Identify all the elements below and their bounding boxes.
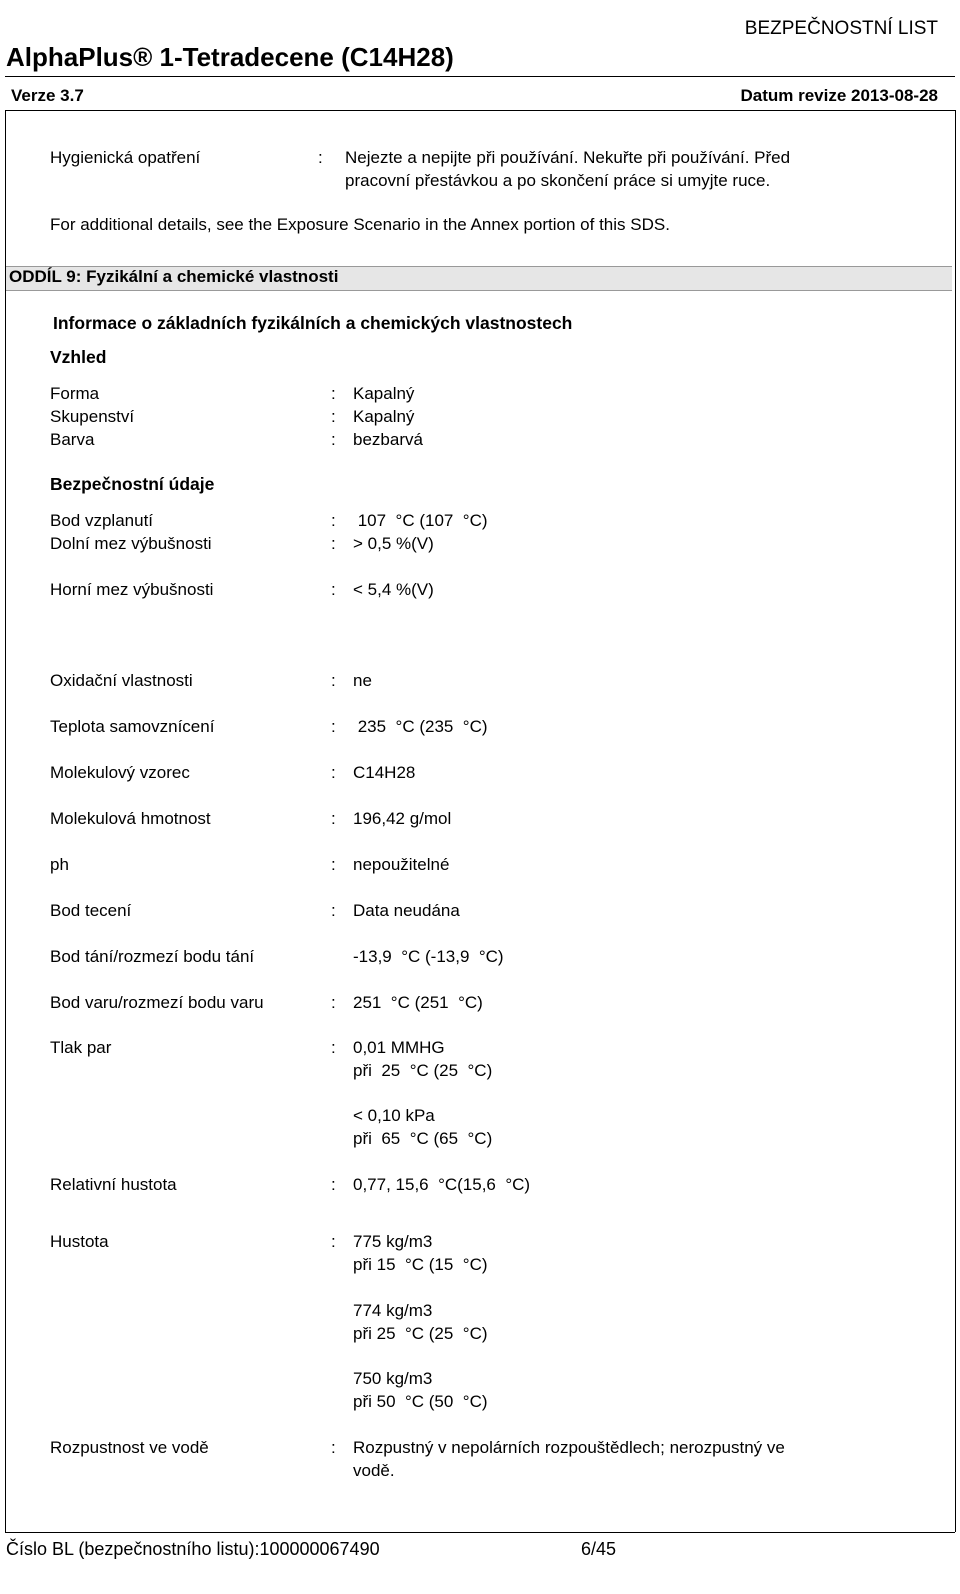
relative-density-label: Relativní hustota [50, 1175, 177, 1194]
pour-point-colon: : [331, 901, 336, 920]
melting-point-value: -13,9 °C (-13,9 °C) [353, 947, 504, 966]
density-value-2: 774 kg/m3 [353, 1301, 433, 1320]
header-rule [5, 76, 955, 77]
ph-value: nepoužitelné [353, 855, 450, 874]
color-label: Barva [50, 430, 95, 449]
page-number: 6/45 [581, 1539, 617, 1559]
hygiene-value-line2: pracovní přestávkou a po skončení práce si umyjte ruce. [345, 171, 771, 190]
additional-details-note: For additional details, see the Exposure Scenario in the Annex portion of this SDS. [50, 215, 670, 234]
molecular-weight-colon: : [331, 809, 336, 828]
flash-point-value: 107 °C (107 °C) [353, 511, 488, 530]
density-colon: : [331, 1232, 336, 1251]
boiling-point-label: Bod varu/rozmezí bodu varu [50, 993, 264, 1012]
molecular-formula-label: Molekulový vzorec [50, 763, 190, 782]
form-colon: : [331, 384, 336, 403]
pour-point-value: Data neudána [353, 901, 460, 920]
pour-point-label: Bod tecení [50, 901, 132, 920]
color-value: bezbarvá [353, 430, 423, 449]
water-solubility-colon: : [331, 1438, 336, 1457]
density-temp-3: při 50 °C (50 °C) [353, 1392, 488, 1411]
footer-rule [5, 1532, 955, 1533]
vapour-pressure-colon: : [331, 1038, 336, 1057]
lower-explosion-limit-label: Dolní mez výbušnosti [50, 534, 212, 553]
density-value-1: 775 kg/m3 [353, 1232, 433, 1251]
oxidizing-properties-label: Oxidační vlastnosti [50, 671, 193, 690]
density-label: Hustota [50, 1232, 109, 1251]
vapour-pressure-value-1: 0,01 MMHG [353, 1038, 445, 1057]
state-colon: : [331, 407, 336, 426]
density-value-3: 750 kg/m3 [353, 1369, 433, 1388]
molecular-weight-label: Molekulová hmotnost [50, 809, 211, 828]
molecular-formula-value: C14H28 [353, 763, 416, 782]
oxidizing-properties-colon: : [331, 671, 336, 690]
state-label: Skupenství [50, 407, 135, 426]
relative-density-colon: : [331, 1175, 336, 1194]
density-temp-2: při 25 °C (25 °C) [353, 1324, 488, 1343]
vapour-pressure-value-2: < 0,10 kPa [353, 1106, 435, 1125]
relative-density-value: 0,77, 15,6 °C(15,6 °C) [353, 1175, 531, 1194]
document-type: BEZPEČNOSTNÍ LIST [744, 18, 938, 39]
lower-explosion-limit-colon: : [331, 534, 336, 553]
vapour-pressure-temp-2: při 65 °C (65 °C) [353, 1129, 493, 1148]
water-solubility-value-line2: vodě. [353, 1461, 395, 1480]
product-title: AlphaPlus® 1-Tetradecene (C14H28) [6, 42, 454, 72]
state-value: Kapalný [353, 407, 415, 426]
water-solubility-label: Rozpustnost ve vodě [50, 1438, 209, 1457]
boiling-point-colon: : [331, 993, 336, 1012]
boiling-point-value: 251 °C (251 °C) [353, 993, 483, 1012]
ph-colon: : [331, 855, 336, 874]
upper-explosion-limit-value: < 5,4 %(V) [353, 580, 434, 599]
upper-explosion-limit-colon: : [331, 580, 336, 599]
sds-number: Číslo BL (bezpečnostního listu):100000067490 [6, 1539, 380, 1559]
section-9-title: ODDÍL 9: Fyzikální a chemické vlastnosti [9, 267, 339, 286]
color-colon: : [331, 430, 336, 449]
flash-point-label: Bod vzplanutí [50, 511, 154, 530]
lower-explosion-limit-value: > 0,5 %(V) [353, 534, 434, 553]
form-value: Kapalný [353, 384, 415, 403]
safety-heading: Bezpečnostní údaje [50, 474, 215, 494]
hygiene-value-line1: Nejezte a nepijte při používání. Nekuřte při používání. Před [345, 148, 791, 167]
autoignition-colon: : [331, 717, 336, 736]
melting-point-label: Bod tání/rozmezí bodu tání [50, 947, 255, 966]
appearance-heading: Vzhled [50, 347, 107, 367]
version-label: Verze 3.7 [11, 86, 84, 105]
upper-explosion-limit-label: Horní mez výbušnosti [50, 580, 214, 599]
oxidizing-properties-value: ne [353, 671, 372, 690]
form-label: Forma [50, 384, 100, 403]
revision-date: Datum revize 2013-08-28 [740, 86, 938, 105]
flash-point-colon: : [331, 511, 336, 530]
hygiene-colon: : [318, 148, 323, 167]
density-temp-1: při 15 °C (15 °C) [353, 1255, 488, 1274]
autoignition-value: 235 °C (235 °C) [353, 717, 488, 736]
hygiene-label: Hygienická opatření [50, 148, 201, 167]
vapour-pressure-label: Tlak par [50, 1038, 112, 1057]
molecular-formula-colon: : [331, 763, 336, 782]
vapour-pressure-temp-1: při 25 °C (25 °C) [353, 1061, 493, 1080]
ph-label: ph [50, 855, 69, 874]
autoignition-label: Teplota samovznícení [50, 717, 215, 736]
water-solubility-value-line1: Rozpustný v nepolárních rozpouštědlech; nerozpustný ve [353, 1438, 785, 1457]
section-subtitle: Informace o základních fyzikálních a chemických vlastnostech [53, 313, 573, 333]
molecular-weight-value: 196,42 g/mol [353, 809, 452, 828]
